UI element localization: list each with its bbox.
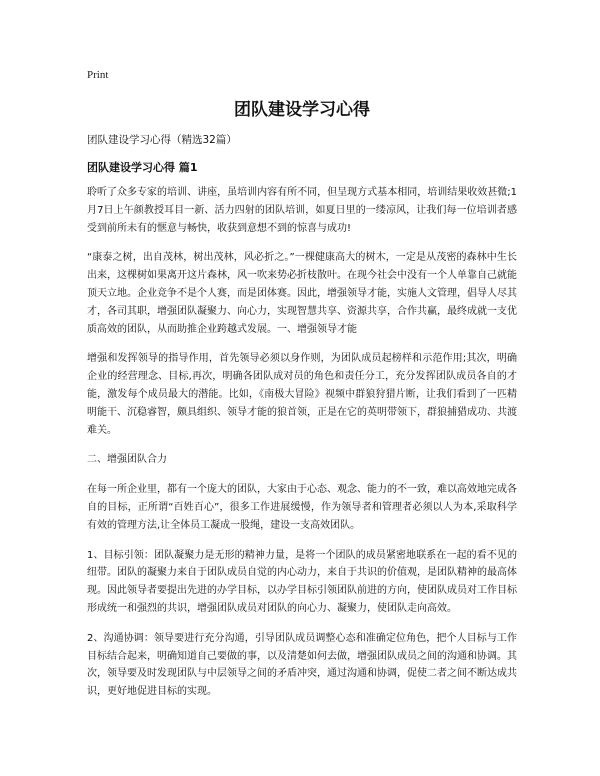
paragraph-leadership: 增强和发挥领导的指导作用，首先领导必须以身作则，为团队成员起榜样和示范作用;其次，明确企业的经营理念、目标,再次，明确各团队成对员的角色和责任分工，充分发挥团队成员各自的才能，激发每个成员最大的潜能。比如，《南极大冒险》视频中群狼狩猎片断，让我们看到了一匹精明能干、沉稳睿智，颇具组织、领导才能的狼首领，正是在它的英明带领下，群狼捕猎成功、共渡难关。 [87,353,517,436]
document-subtitle: 团队建设学习心得（精选32篇） [87,134,237,146]
paragraph-goal-guidance: 1、目标引领：团队凝聚力是无形的精神力量，是将一个团队的成员紧密地联系在一起的看不见的纽带。团队的凝聚力来自于团队成员自觉的内心动力，来自于共识的价值观，是团队精神的最高体现。因此领导者要提出先进的办学目标，以办学目标引领团队前进的方向，使团队成员对工作目标形成统一和强烈的共识，增强团队成员对团队的向心力、凝聚力，使团队走向高效。 [87,549,517,614]
paragraph-communication: 2、沟通协调：领导要进行充分沟通，引导团队成员调整心态和准确定位角色，把个人目标与工作目标结合起来，明确知道自己要做的事，以及清楚如何去做，增强团队成员之间的沟通和协调。其次，领导要及时发现团队与中层领导之间的矛盾冲突，通过沟通和协调，促使二者之间不断达成共识，更好地促进目标的实现。 [87,632,517,698]
paragraph-forest-metaphor: “康泰之树，出自茂林，树出茂林，风必折之。”一棵健康高大的树木，一定是从茂密的森林中生长出来，这棵树如果离开这片森林，风一吹来势必折枝散叶。在现今社会中没有一个人单靠自己就能顶天立地。企业竞争不是个人赛，而是团体赛。因此，增强领导才能，实施人文管理，倡导人尽其才，各司其职，增强团队凝聚力、向心力，实现智慧共享、资源共享，合作共赢，最终成就一支优质高效的团队，从而助推企业跨越式发展。一、增强领导才能 [87,252,517,335]
section-heading: 团队建设学习心得 篇1 [87,161,198,174]
paragraph-intro: 聆听了众多专家的培训、讲座，虽培训内容有所不同，但呈现方式基本相同，培训结果收效甚微;1月7日上午颜教授耳目一新、活力四射的团队培训，如夏日里的一缕凉风，让我们每一位培训者感受到前所未有的惬意与畅快，收获到意想不到的惊喜与成功! [87,187,517,234]
paragraph-team-building: 在每一所企业里，都有一个庞大的团队，大家由于心态、观念、能力的不一致，难以高效地完成各自的目标，正所谓“百姓百心”，很多工作进展缓慢，作为领导者和管理者必须以人为本,采取科学有效的管理方法,让全体员工凝成一股绳，建设一支高效团队。 [87,484,517,531]
document-title: 团队建设学习心得 [234,100,370,120]
print-link[interactable]: Print [87,69,109,81]
document-page [87,66,517,701]
paragraph-heading-team-cohesion: 二、增强团队合力 [87,454,167,466]
